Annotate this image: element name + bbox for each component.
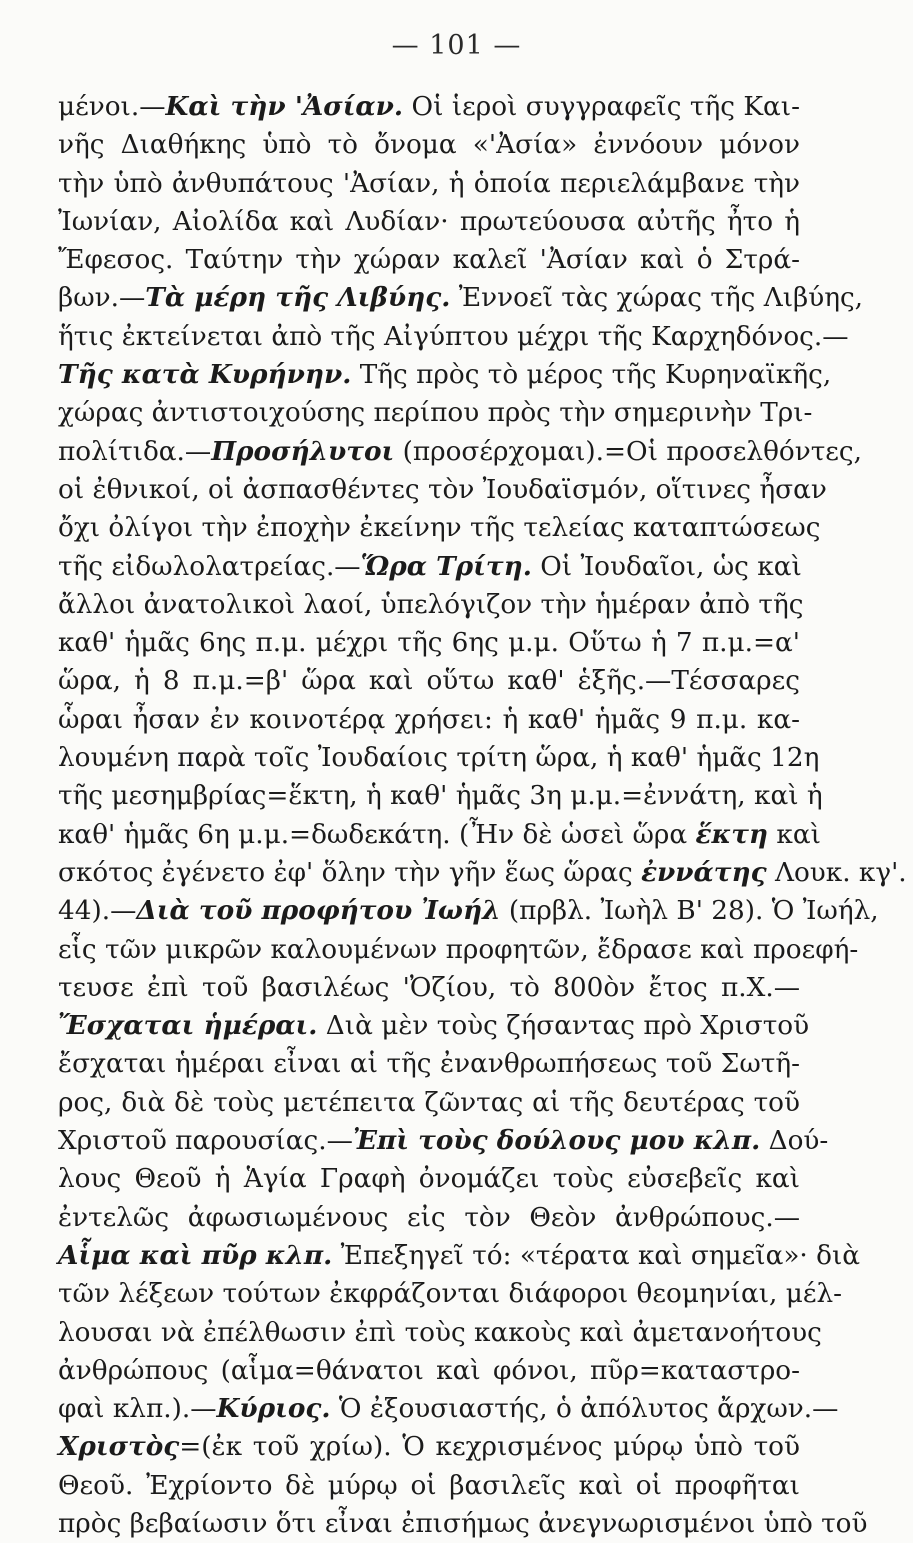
text-segment: Λουκ. κγ'.: [766, 857, 907, 888]
text-segment: Θεοῦ. Ἐχρίοντο δὲ μύρῳ οἱ βασιλεῖς καὶ οἱ προφῆται: [58, 1470, 800, 1501]
text-line: [58, 471, 827, 509]
text-segment: βων.—: [58, 283, 146, 314]
text-segment: οἱ ἐθνικοί, οἱ ἀσπασθέντες τὸν Ἰουδαϊσμόν, οἵτινες ἦσαν: [58, 474, 827, 505]
text-segment: πολίτιδα.—: [58, 436, 212, 467]
text-segment: ρος, διὰ δὲ τοὺς μετέπειτα ζῶντας αἱ τῆς δευτέρας τοῦ: [58, 1087, 800, 1118]
text-line: [58, 1160, 800, 1198]
emphasized-term: Καὶ τὴν 'Ἀσίαν.: [165, 91, 404, 122]
body-text: [58, 88, 907, 1543]
text-line: [58, 624, 800, 662]
text-segment: Ἔφεσος. Ταύτην τὴν χώραν καλεῖ 'Ἀσίαν καὶ ὁ Στρά-: [58, 245, 800, 276]
text-segment: καθ' ἡμᾶς 6ης π.μ. μέχρι τῆς 6ης μ.μ. Οὕτω ἡ 7 π.μ.=α': [58, 628, 800, 659]
text-line: [58, 1505, 868, 1543]
text-segment: Ἰωνίαν, Αἰολίδα καὶ Λυδίαν· πρωτεύουσα αὐτῆς ἦτο ἡ: [58, 206, 800, 237]
page-number: — 101 —: [391, 30, 522, 61]
text-segment: =(ἐκ τοῦ χρίω). Ὁ κεχρισμένος μύρῳ ὑπὸ τοῦ: [179, 1432, 800, 1463]
text-line: [58, 816, 821, 854]
emphasized-term: ἐννάτης: [641, 856, 767, 888]
text-segment: Οἱ Ἰουδαῖοι, ὡς καὶ: [531, 551, 802, 582]
text-line: [58, 854, 907, 892]
text-line: [58, 1390, 839, 1428]
emphasized-term: Τῆς κατὰ Κυρήνην.: [58, 359, 352, 391]
text-segment: Δού-: [760, 1126, 829, 1157]
emphasized-term: Κύριος.: [216, 1393, 331, 1425]
text-segment: ἀνθρώπους (αἷμα=θάνατοι καὶ φόνοι, πῦρ=καταστρο-: [58, 1355, 800, 1386]
text-segment: ὄχι ὀλίγοι τὴν ἐποχὴν ἐκείνην τῆς τελείας καταπτώσεως: [58, 513, 821, 544]
emphasized-term: Τὰ μέρη τῆς Λιβύης.: [145, 282, 451, 314]
emphasized-term: Ἔσχαται ἡμέραι.: [58, 1010, 318, 1042]
text-segment: λους Θεοῦ ἡ Ἁγία Γραφὴ ὀνομάζει τοὺς εὐσεβεῖς καὶ: [58, 1164, 800, 1195]
text-line: [58, 777, 823, 815]
text-segment: τῆς εἰδωλολατρείας.—: [58, 551, 361, 582]
text-line: [58, 1007, 810, 1045]
text-line: [58, 88, 800, 126]
text-line: [58, 1314, 822, 1352]
text-line: [58, 931, 859, 969]
text-line: [58, 1275, 843, 1313]
text-line: [58, 203, 800, 241]
text-line: [58, 739, 820, 777]
text-segment: λουσαι νὰ ἐπέλθωσιν ἐπὶ τοὺς κακοὺς καὶ ἀμετανοήτους: [58, 1317, 822, 1348]
text-segment: Διὰ μὲν τοὺς ζήσαντας πρὸ Χριστοῦ: [317, 1011, 810, 1042]
emphasized-term: Ὥρα Τρίτη.: [360, 550, 532, 582]
emphasized-term: Χριστὸς: [58, 1431, 180, 1463]
text-line: [58, 969, 800, 1007]
text-segment: ὧραι ἦσαν ἐν κοινοτέρᾳ χρήσει: ἡ καθ' ἡμᾶς 9 π.μ. κα-: [58, 704, 800, 735]
text-segment: πρὸς βεβαίωσιν ὅτι εἶναι ἐπισήμως ἀνεγνωρισμένοι ὑπὸ τοῦ: [58, 1508, 868, 1539]
text-line: [58, 1045, 800, 1083]
text-line: [58, 662, 800, 700]
emphasized-term: Ἐπὶ τοὺς δούλους μου κλπ.: [352, 1125, 761, 1157]
text-segment: τευσε ἐπὶ τοῦ βασιλέως 'Ὀζίου, τὸ 800ὸν ἔτος π.Χ.—: [58, 972, 800, 1003]
text-segment: (πρβλ. Ἰωὴλ Β' 28). Ὁ Ἰωήλ,: [500, 896, 879, 927]
text-segment: τῶν λέξεων τούτων ἐκφράζονται διάφοροι θεομηνίαι, μέλ-: [58, 1279, 843, 1310]
text-line: [58, 241, 800, 279]
text-line: [58, 126, 800, 164]
text-segment: μένοι.—: [58, 92, 166, 122]
text-segment: (προσέρχομαι).=Οἱ προσελθόντες,: [394, 436, 862, 467]
text-segment: ἐντελῶς ἀφωσιωμένους εἰς τὸν Θεὸν ἀνθρώπους.—: [58, 1202, 800, 1233]
emphasized-term: Διὰ τοῦ προφήτου Ἰωήλ: [136, 895, 501, 927]
text-line: [58, 1428, 800, 1466]
text-line: [58, 394, 813, 432]
text-segment: Ἐπεξηγεῖ τό: «τέρατα καὶ σημεῖα»· διὰ: [332, 1240, 861, 1271]
text-segment: καὶ: [768, 819, 821, 850]
emphasized-term: Προσήλυτοι: [211, 435, 395, 467]
text-segment: τὴν ὑπὸ ἀνθυπάτους 'Ἀσίαν, ἡ ὁποία περιελάμβανε τὴν: [58, 168, 800, 199]
text-segment: Ἐννοεῖ τὰς χώρας τῆς Λιβύης,: [450, 283, 864, 314]
text-segment: Χριστοῦ παρουσίας.—: [58, 1126, 353, 1157]
text-line: [58, 892, 879, 930]
text-segment: Ὁ ἐξουσιαστής, ὁ ἀπόλυτος ἄρχων.—: [330, 1394, 839, 1425]
text-segment: Τῆς πρὸς τὸ μέρος τῆς Κυρηναϊκῆς,: [351, 360, 832, 391]
text-segment: ἥτις ἐκτείνεται ἀπὸ τῆς Αἰγύπτου μέχρι τῆς Καρχηδόνος.—: [58, 321, 849, 352]
text-line: [58, 1352, 800, 1390]
text-segment: φαὶ κλπ.).—: [58, 1394, 217, 1425]
text-segment: Οἱ ἱεροὶ συγγραφεῖς τῆς Και-: [403, 92, 800, 122]
text-line: [58, 509, 821, 547]
text-segment: λουμένη παρὰ τοῖς Ἰουδαίοις τρίτη ὥρα, ἡ καθ' ἡμᾶς 12η: [58, 743, 820, 774]
text-line: [58, 586, 804, 624]
text-line: [58, 433, 862, 471]
text-segment: σκότος ἐγένετο ἐφ' ὅλην τὴν γῆν ἕως ὥρας: [58, 857, 642, 888]
text-line: [58, 1122, 829, 1160]
text-line: [58, 356, 832, 394]
text-segment: ἔσχαται ἡμέραι εἶναι αἱ τῆς ἐνανθρωπήσεως τοῦ Σωτῆ-: [58, 1049, 800, 1080]
text-line: [58, 1084, 800, 1122]
text-segment: εἷς τῶν μικρῶν καλουμένων προφητῶν, ἔδρασε καὶ προεφή-: [58, 934, 859, 965]
text-line: [58, 1199, 800, 1237]
text-line: [58, 165, 800, 203]
text-segment: χώρας ἀντιστοιχούσης περίπου πρὸς τὴν σημερινὴν Τρι-: [58, 398, 813, 429]
text-segment: ὥρα, ἡ 8 π.μ.=β' ὥρα καὶ οὕτω καθ' ἑξῆς.—Τέσσαρες: [58, 666, 800, 697]
text-line: [58, 1237, 861, 1275]
emphasized-term: Αἷμα καὶ πῦρ κλπ.: [58, 1239, 333, 1271]
text-line: [58, 318, 849, 356]
text-segment: καθ' ἡμᾶς 6η μ.μ.=δωδεκάτη. (Ἦν δὲ ὡσεὶ ὥρα: [58, 819, 696, 850]
text-segment: 44).—: [58, 896, 137, 927]
text-segment: νῆς Διαθήκης ὑπὸ τὸ ὄνομα «'Ἀσία» ἐννόουν μόνον: [58, 130, 800, 161]
text-line: [58, 701, 800, 739]
text-line: [58, 548, 800, 586]
text-line: [58, 279, 864, 317]
emphasized-term: ἕκτη: [695, 818, 769, 850]
text-segment: τῆς μεσημβρίας=ἕκτη, ἡ καθ' ἡμᾶς 3η μ.μ.=ἐννάτη, καὶ ἡ: [58, 781, 823, 812]
text-line: [58, 1467, 800, 1505]
text-segment: ἄλλοι ἀνατολικοὶ λαοί, ὑπελόγιζον τὴν ἡμέραν ἀπὸ τῆς: [58, 589, 804, 620]
